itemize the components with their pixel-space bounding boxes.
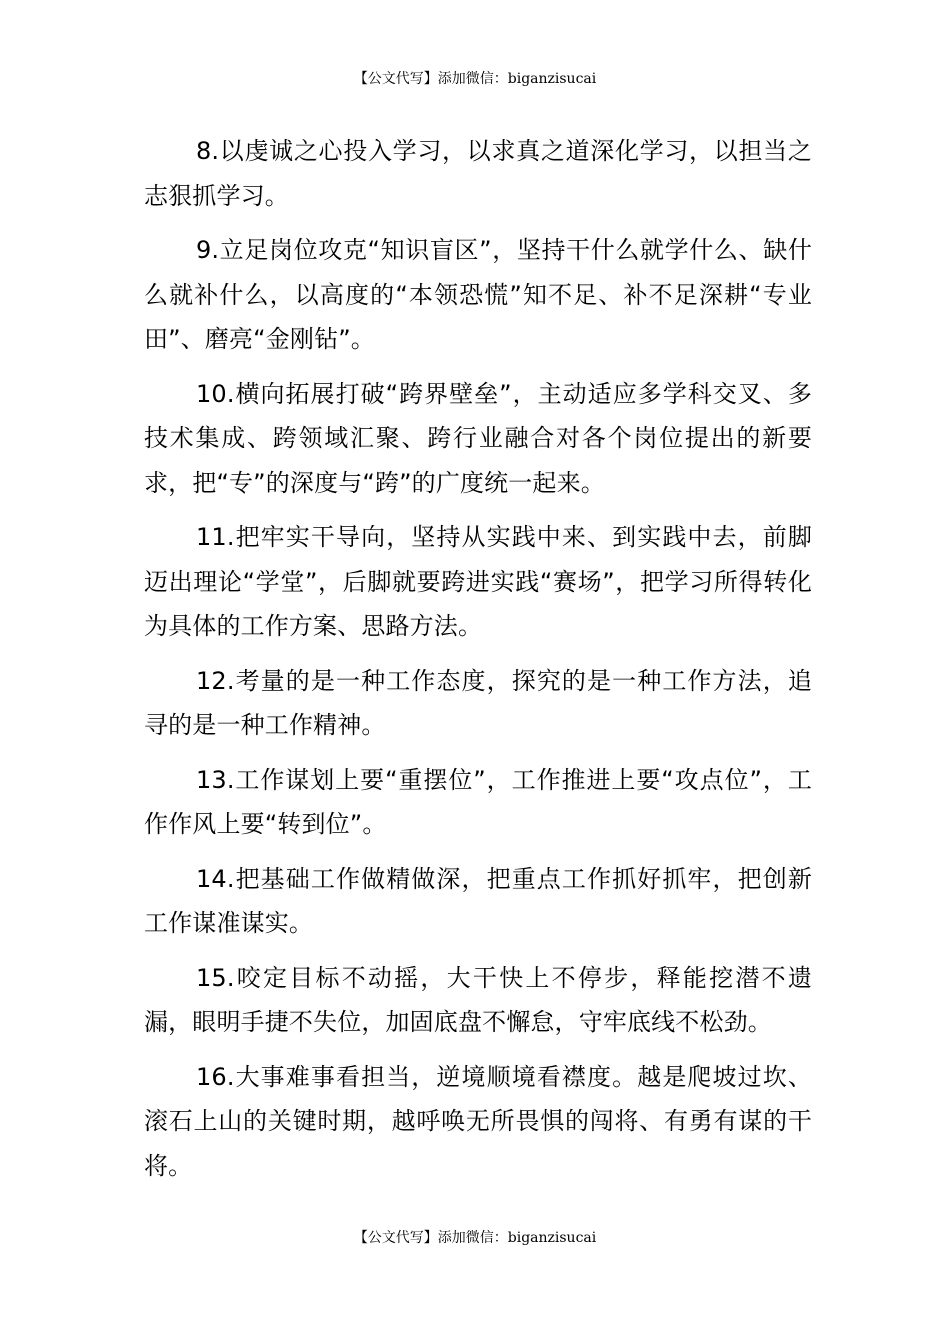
paragraph-15: 15.咬定目标不动摇，大干快上不停步，释能挖潜不遗漏，眼明手捷不失位，加固底盘不懈怠，守牢底线不松劲。 <box>144 963 812 1036</box>
paragraph-8: 8.以虔诚之心投入学习，以求真之道深化学习，以担当之志狠抓学习。 <box>144 137 812 210</box>
paragraph-16: 16.大事难事看担当，逆境顺境看襟度。越是爬坡过坎、滚石上山的关键时期，越呼唤无所畏惧的闯将、有勇有谋的干将。 <box>144 1062 812 1180</box>
paragraph-11: 11.把牢实干导向，坚持从实践中来、到实践中去，前脚迈出理论“学堂”，后脚就要跨进实践“赛场”，把学习所得转化为具体的工作方案、思路方法。 <box>144 523 812 640</box>
paragraph-10: 10.横向拓展打破“跨界壁垒”，主动适应多学科交叉、多技术集成、跨领域汇聚、跨行业融合对各个岗位提出的新要求，把“专”的深度与“跨”的广度统一起来。 <box>144 379 812 497</box>
document-body <box>144 129 812 1198</box>
paragraph-12: 12.考量的是一种工作态度，探究的是一种工作方法，追寻的是一种工作精神。 <box>144 666 812 739</box>
page-footer: 【公文代写】添加微信：biganzisucai <box>353 1230 597 1246</box>
paragraph-14: 14.把基础工作做精做深，把重点工作抓好抓牢，把创新工作谋准谋实。 <box>144 864 812 937</box>
page-header: 【公文代写】添加微信：biganzisucai <box>353 71 597 87</box>
paragraph-9: 9.立足岗位攻克“知识盲区”，坚持干什么就学什么、缺什么就补什么，以高度的“本领恐慌”知不足、补不足深耕“专业田”、磨亮“金刚钻”。 <box>144 236 812 353</box>
paragraph-13: 13.工作谋划上要“重摆位”，工作推进上要“攻点位”，工作作风上要“转到位”。 <box>144 765 812 838</box>
